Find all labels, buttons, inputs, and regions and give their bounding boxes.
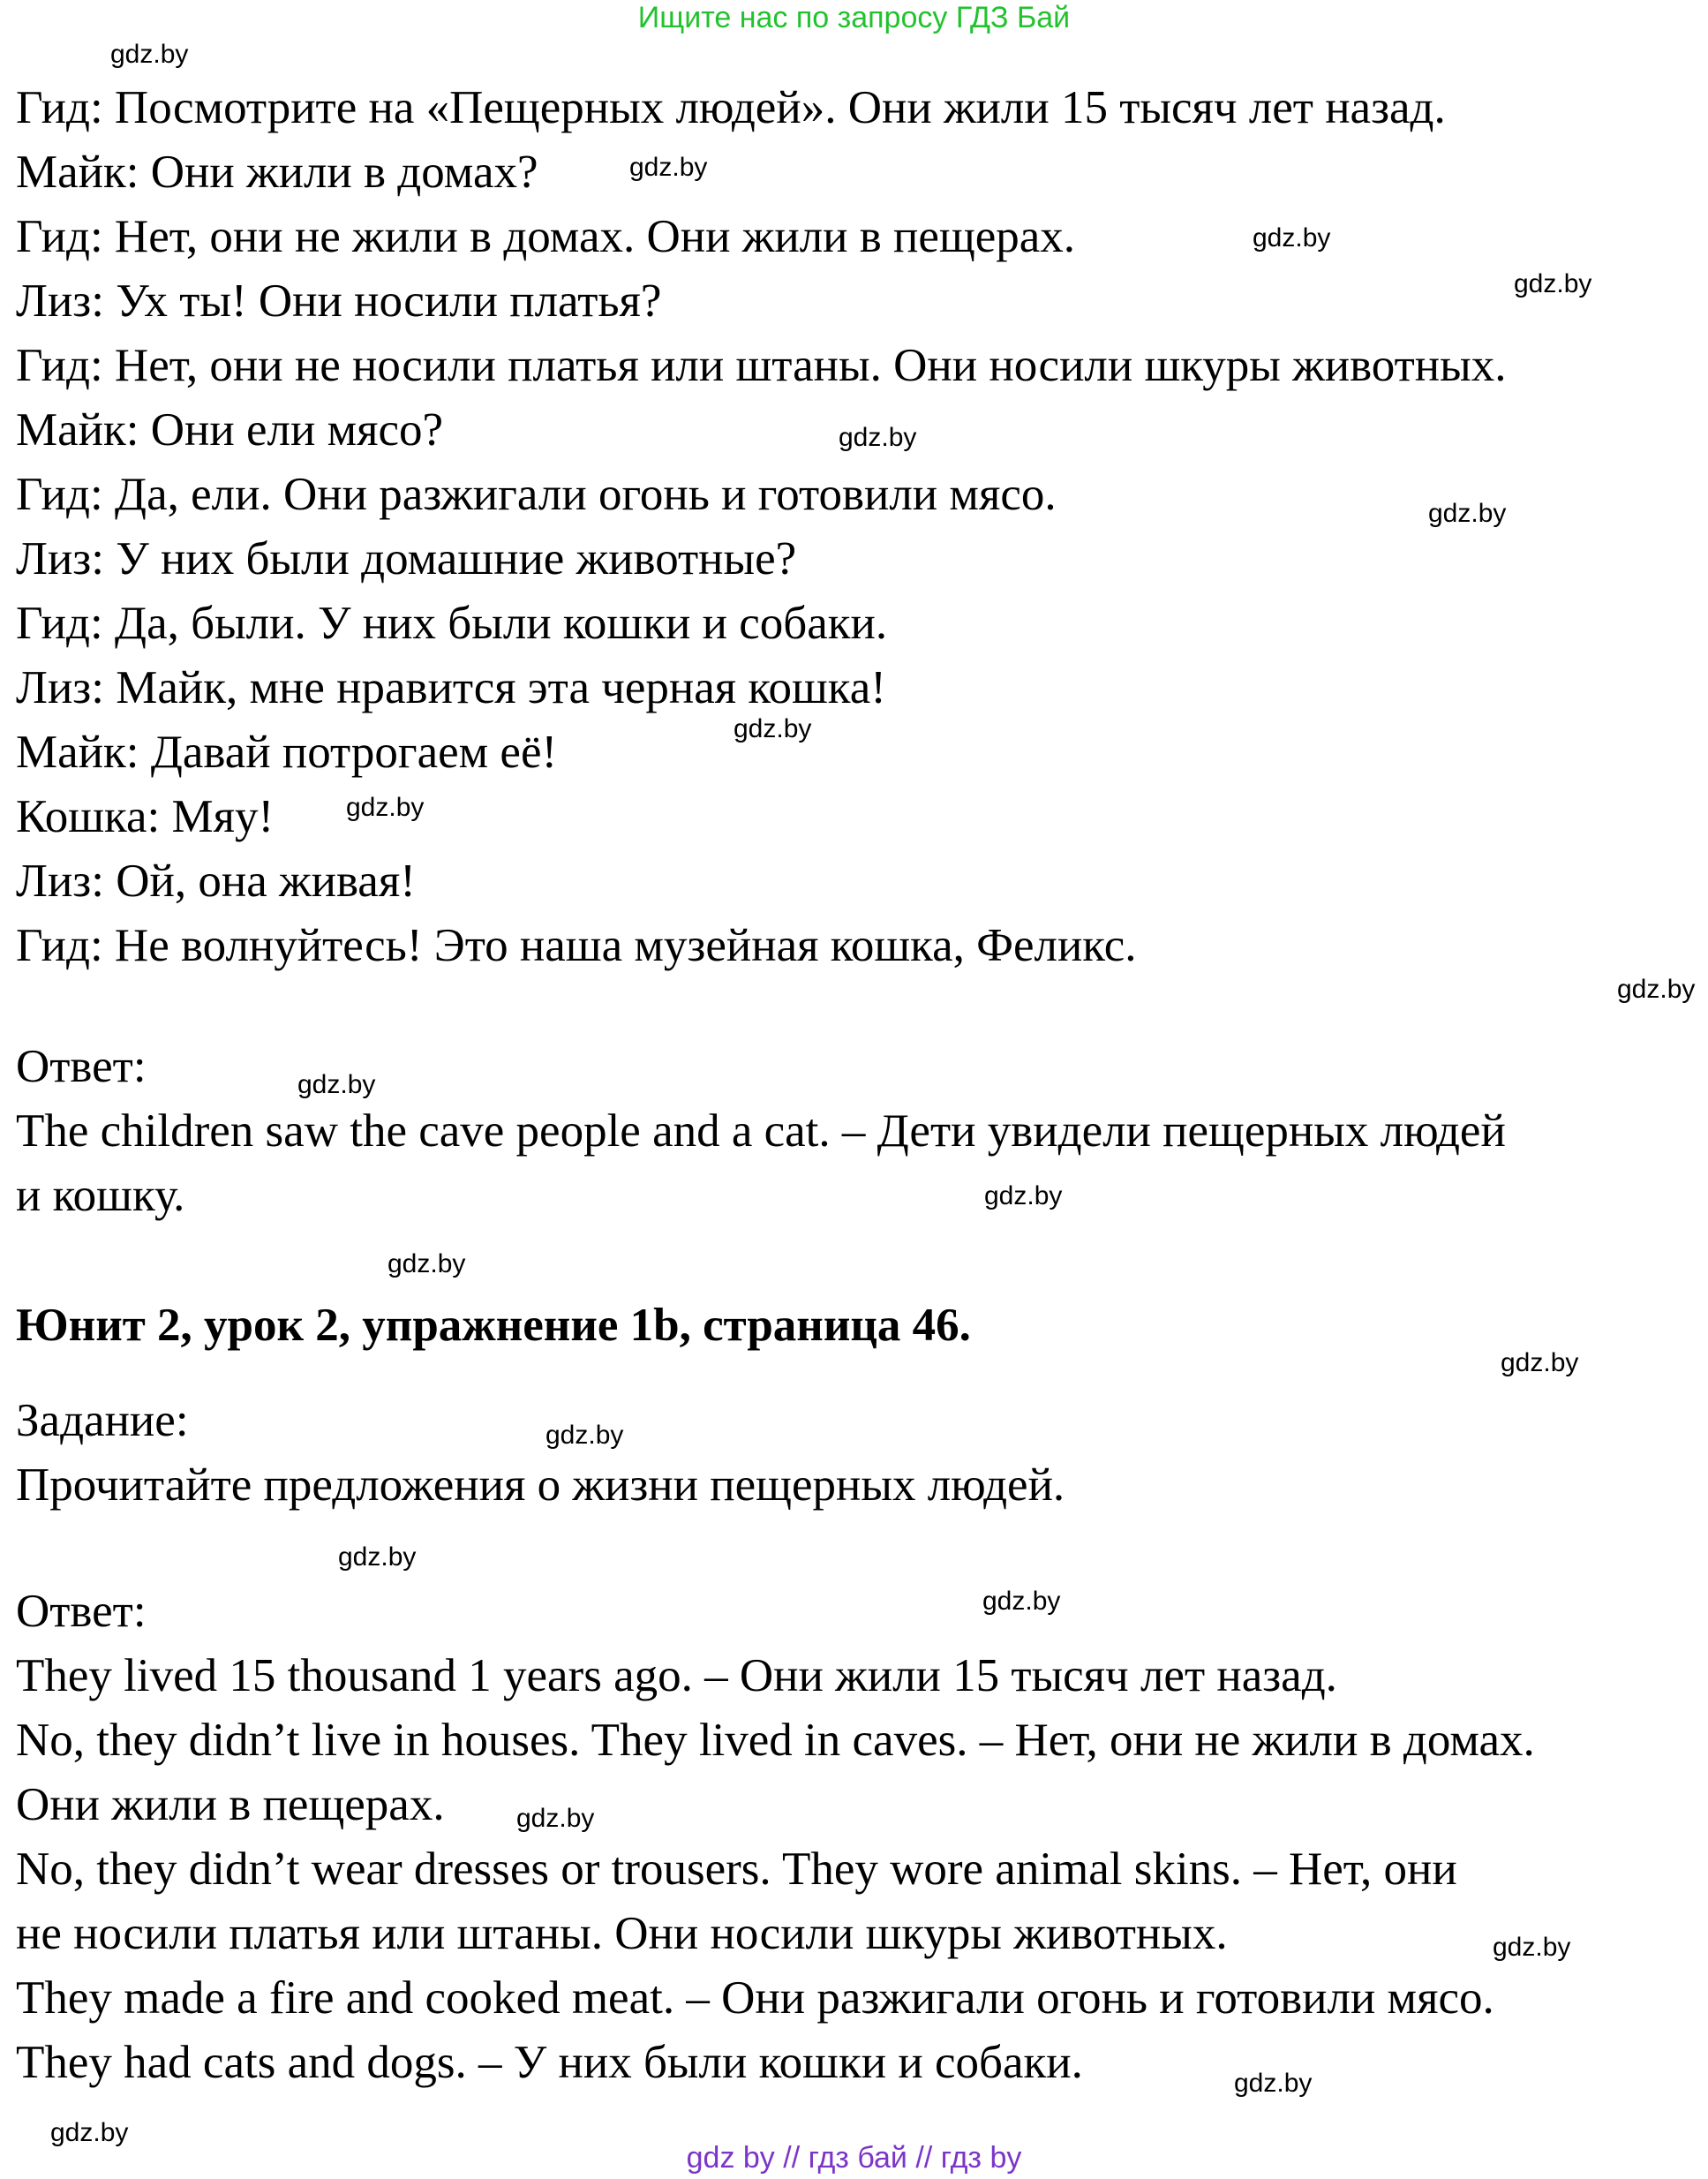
answer-line: No, they didn’t live in houses. They lived in caves. – Нет, они не жили в домах. bbox=[16, 1715, 1535, 1766]
dialogue-line: Лиз: Ух ты! Они носили платья? bbox=[16, 275, 662, 327]
watermark: gdz.by bbox=[1617, 975, 1696, 1004]
watermark: gdz.by bbox=[1428, 499, 1507, 528]
task-text: Прочитайте предложения о жизни пещерных людей. bbox=[16, 1459, 1065, 1511]
watermark: gdz.by bbox=[297, 1070, 376, 1099]
dialogue-line: Гид: Посмотрите на «Пещерных людей». Они жили 15 тысяч лет назад. bbox=[16, 82, 1446, 133]
watermark: gdz.by bbox=[1234, 2069, 1313, 2098]
watermark: gdz.by bbox=[982, 1587, 1061, 1616]
answer-line: и кошку. bbox=[16, 1170, 185, 1221]
dialogue-line: Гид: Да, ели. Они разжигали огонь и готовили мясо. bbox=[16, 469, 1057, 520]
watermark: gdz.by bbox=[984, 1181, 1063, 1210]
watermark: gdz.by bbox=[546, 1421, 624, 1450]
watermark: gdz.by bbox=[338, 1542, 417, 1572]
answer-label: Ответ: bbox=[16, 1041, 147, 1092]
dialogue-line: Гид: Нет, они не жили в домах. Они жили в пещерах. bbox=[16, 211, 1076, 262]
watermark: gdz.by bbox=[734, 714, 812, 743]
dialogue-line: Лиз: Ой, она живая! bbox=[16, 856, 416, 907]
watermark: gdz.by bbox=[1253, 223, 1331, 253]
dialogue-line: Лиз: У них были домашние животные? bbox=[16, 533, 797, 584]
answer-line: не носили платья или штаны. Они носили шкуры животных. bbox=[16, 1908, 1228, 1959]
answer-line: No, they didn’t wear dresses or trousers. They wore animal skins. – Нет, они bbox=[16, 1843, 1457, 1895]
section-title: Юнит 2, урок 2, упражнение 1b, страница 46. bbox=[16, 1300, 971, 1351]
answer-line: They had cats and dogs. – У них были кошки и собаки. bbox=[16, 2037, 1083, 2088]
dialogue-line: Гид: Не волнуйтесь! Это наша музейная кошка, Феликс. bbox=[16, 920, 1137, 971]
watermark: gdz.by bbox=[516, 1804, 595, 1833]
watermark: gdz.by bbox=[1493, 1933, 1571, 1962]
dialogue-line: Гид: Нет, они не носили платья или штаны. Они носили шкуры животных. bbox=[16, 340, 1507, 391]
answer-line: They lived 15 thousand 1 years ago. – Они жили 15 тысяч лет назад. bbox=[16, 1650, 1337, 1701]
watermark: gdz.by bbox=[110, 40, 189, 69]
dialogue-line: Лиз: Майк, мне нравится эта черная кошка! bbox=[16, 662, 886, 713]
footer-links[interactable]: gdz by // гдз бай // гдз by bbox=[686, 2141, 1022, 2175]
task-label: Задание: bbox=[16, 1395, 189, 1446]
dialogue-line: Гид: Да, были. У них были кошки и собаки. bbox=[16, 598, 888, 649]
watermark: gdz.by bbox=[387, 1249, 466, 1278]
answer-line: They made a fire and cooked meat. – Они разжигали огонь и готовили мясо. bbox=[16, 1972, 1494, 2024]
watermark: gdz.by bbox=[839, 423, 917, 452]
watermark: gdz.by bbox=[629, 153, 708, 182]
top-banner: Ищите нас по запросу ГДЗ Бай bbox=[637, 1, 1071, 34]
dialogue-line: Майк: Они ели мясо? bbox=[16, 404, 444, 456]
watermark: gdz.by bbox=[346, 793, 425, 822]
watermark: gdz.by bbox=[1514, 269, 1592, 298]
dialogue-line: Майк: Давай потрогаем её! bbox=[16, 727, 558, 778]
answer-line: Они жили в пещерах. bbox=[16, 1779, 445, 1830]
dialogue-line: Кошка: Мяу! bbox=[16, 791, 275, 842]
answer-label: Ответ: bbox=[16, 1586, 147, 1637]
watermark: gdz.by bbox=[1501, 1348, 1579, 1377]
dialogue-line: Майк: Они жили в домах? bbox=[16, 147, 538, 198]
watermark: gdz.by bbox=[50, 2118, 129, 2147]
answer-line: The children saw the cave people and a cat. – Дети увидели пещерных людей bbox=[16, 1105, 1506, 1157]
